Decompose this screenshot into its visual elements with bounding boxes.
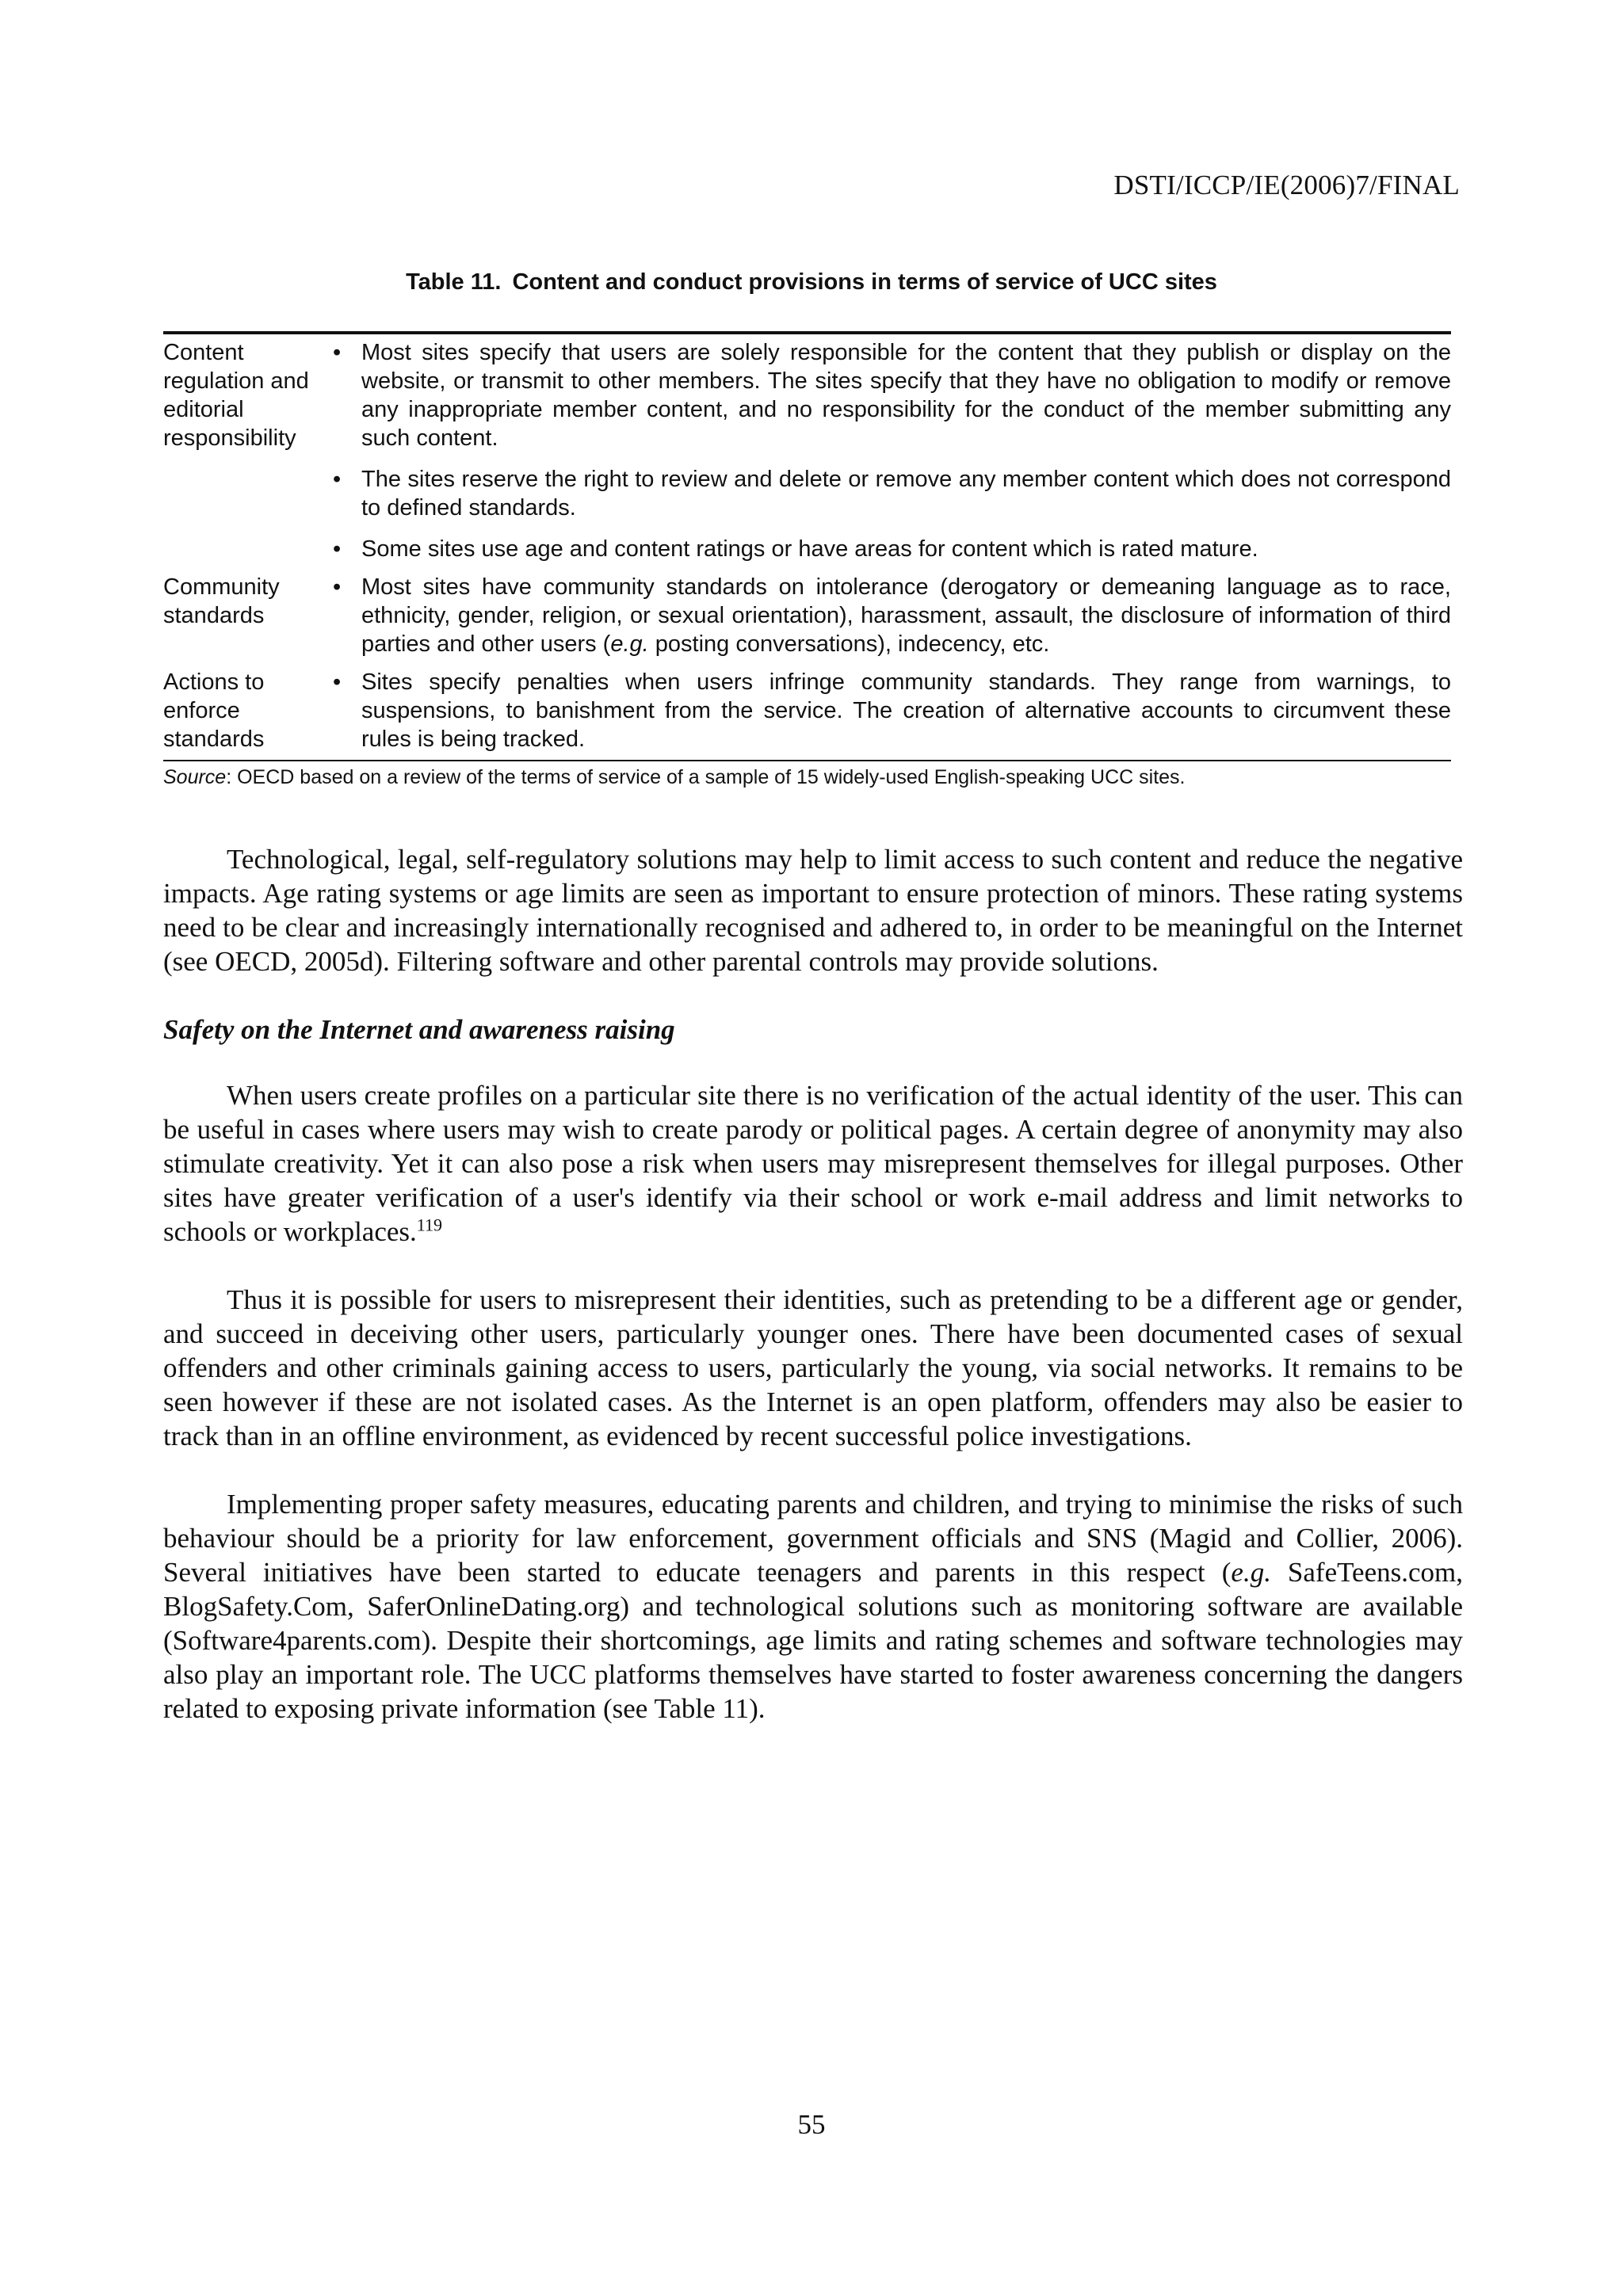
paragraph-text: When users create profiles on a particular site there is no verification of the actual identity of the user. This can be useful in cases where users may wish to create parody or political pages. A certain degree of anonymity may also stimulate creativity. Yet it can also pose a risk when users may misrepresent themselves for illegal purposes. Other sites have greater verification of a user's identify via their school or work e-mail address and limit networks to schools or workplaces. — [163, 1080, 1463, 1247]
list-item — [322, 668, 1451, 753]
provisions-table — [163, 331, 1451, 790]
table-row — [163, 338, 1451, 563]
bullet: • — [333, 669, 342, 695]
table-caption — [0, 269, 1623, 296]
paragraph — [163, 1078, 1463, 1249]
table-bottom-rule — [163, 760, 1451, 761]
bullet: • — [333, 467, 342, 492]
list-item — [322, 573, 1451, 658]
item-text: Most sites specify that users are solely responsible for the content that they publish or display on the website, or transmit to other members. The sites specify that they have no obligation to modify or remove any inappropriate member content, and no responsibility for the conduct of the member submitting any such content. — [361, 340, 1451, 451]
section-heading: Safety on the Internet and awareness raising — [163, 1014, 675, 1045]
bullet: • — [333, 536, 342, 562]
paragraph: Implementing proper safety measures, educating parents and children, and trying to minimise the risks of such behaviour should be a priority for law enforcement, government officials and SNS (Magid and Collier, 2006). Several initiatives have been started to educate teenagers and parents in this respect (e.g. SafeTeens.com, BlogSafety.Com, SaferOnlineDating.org) and technological solutions such as monitoring software are available (Software4parents.com). Despite their shortcomings, age limits and rating schemes and software technologies may also play an important role. The UCC platforms themselves have started to foster awareness concerning the dangers related to exposing private information (see Table 11). — [163, 1489, 1463, 1724]
table-row — [163, 668, 1451, 753]
item-text: Most sites have community standards on intolerance (derogatory or demeaning language as to race, ethnicity, gender, religion, or sexual orientation), harassment, assault, the disclosure of information of third parties and other users (e.g. posting conversations), indecency, etc. — [361, 574, 1451, 657]
table-source-note — [163, 765, 1451, 790]
item-text: Some sites use age and content ratings or have areas for content which is rated mature. — [361, 536, 1258, 562]
table-top-rule — [163, 331, 1451, 334]
list-item — [322, 535, 1451, 563]
source-label: Source — [163, 766, 227, 788]
item-text: Sites specify penalties when users infringe community standards. They range from warnings, to suspensions, to banishment from the service. The creation of alternative accounts to circumvent these rules is being tracked. — [361, 669, 1451, 752]
source-text: : OECD based on a review of the terms of service of a sample of 15 widely-used English-speaking UCC sites. — [226, 766, 1186, 788]
page-number: 55 — [797, 2109, 826, 2140]
bullet: • — [333, 574, 342, 600]
row-label: Actions to enforce standards — [163, 669, 265, 752]
table-title: Content and conduct provisions in terms of service of UCC sites — [512, 269, 1217, 295]
paragraph: Thus it is possible for users to misrepresent their identities, such as pretending to be a different age or gender, and succeed in deceiving other users, particularly younger ones. There have been documented cases of sexual offenders and other criminals gaining access to users, particularly the young, via social networks. It remains to be seen however if these are not isolated cases. As the Internet is an open platform, offenders may also be easier to track than in an offline environment, as evidenced by recent successful police investigations. — [163, 1284, 1463, 1451]
item-text: The sites reserve the right to review and delete or remove any member content which does not correspond to defined standards. — [361, 467, 1451, 521]
row-label: Community standards — [163, 574, 280, 628]
list-item — [322, 338, 1451, 452]
table-row — [163, 573, 1451, 658]
body-text — [163, 842, 1463, 1726]
table-number: Table 11. — [406, 269, 502, 295]
footnote-marker[interactable]: 119 — [416, 1215, 442, 1235]
paragraph: Technological, legal, self-regulatory solutions may help to limit access to such content and reduce the negative impacts. Age rating systems or age limits are seen as important to ensure protection of minors. These rating systems need to be clear and increasingly internationally recognised and adhered to, in order to be meaningful on the Internet (see OECD, 2005d). Filtering software and other parental controls may provide solutions. — [163, 844, 1463, 977]
bullet: • — [333, 340, 342, 365]
row-label: Content regulation and editorial responsibility — [163, 340, 309, 451]
list-item — [322, 465, 1451, 522]
document-code-header: DSTI/ICCP/IE(2006)7/FINAL — [1113, 170, 1460, 200]
